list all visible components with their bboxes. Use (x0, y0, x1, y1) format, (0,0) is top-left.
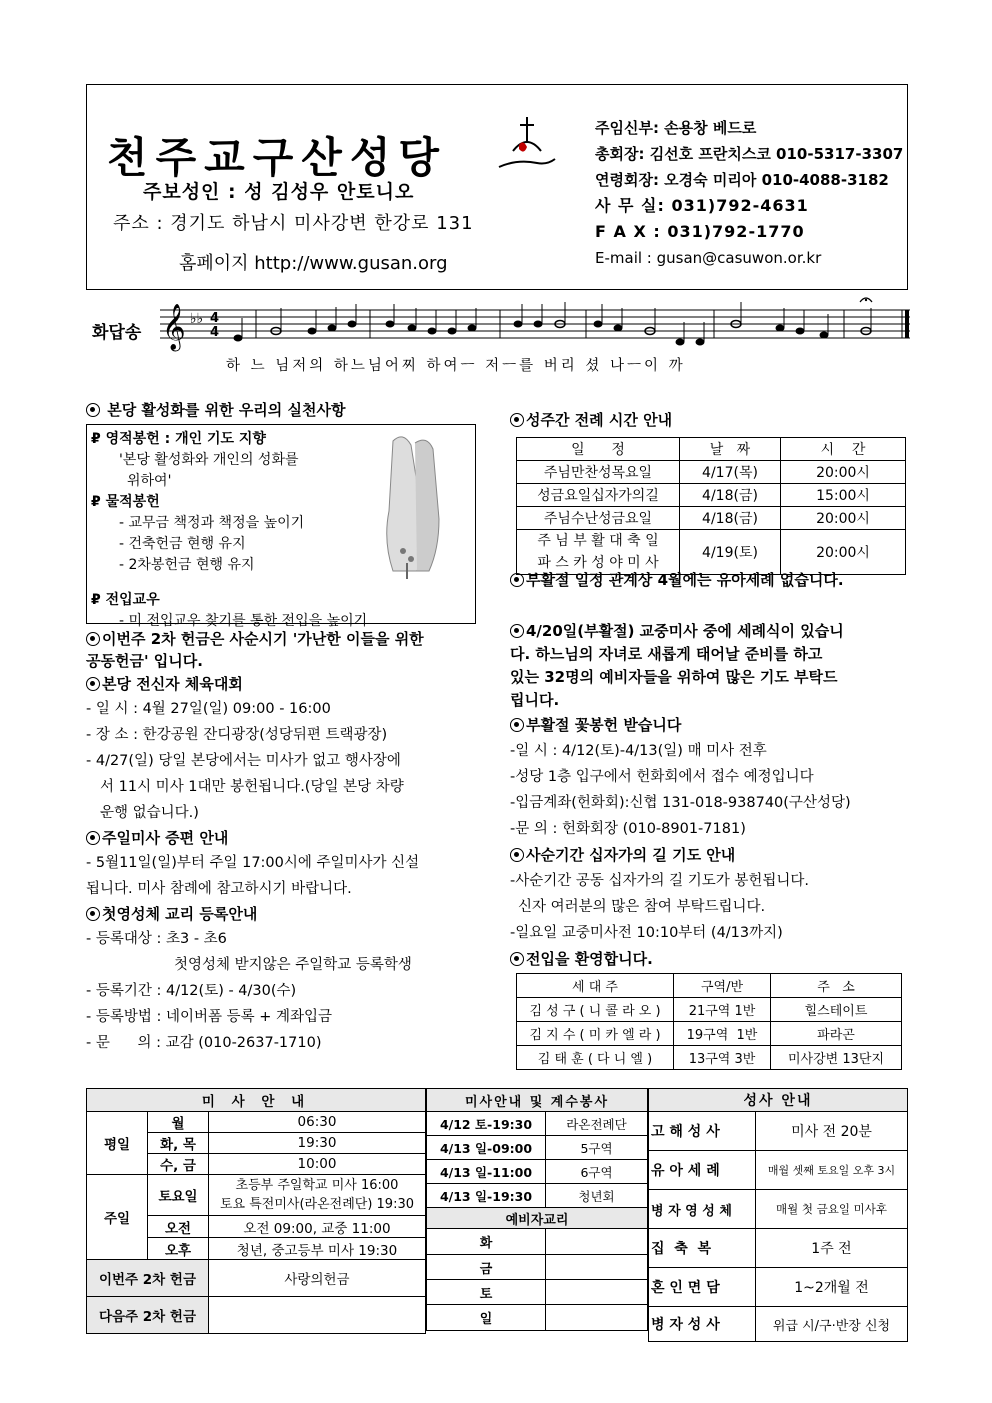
holyweek-title (510, 409, 672, 430)
flower-line: -입금계좌(헌화회):신협 131-018-938740(구산성당) (510, 795, 851, 811)
spiritual-line: 위하여' (127, 473, 172, 489)
cross-line: -사순기간 공동 십자가의 길 기도가 봉헌됩니다. (510, 873, 810, 889)
no-baptism-notice (510, 569, 844, 590)
table-row (427, 1229, 648, 1255)
day-cell: 토요일 (148, 1175, 209, 1216)
flower-line: -일 시 : 4/12(토)-4/13(일) 매 미사 전후 (510, 743, 767, 759)
catechumen-value (546, 1255, 648, 1280)
sacrament-name: 병 자 영 성 체 (649, 1190, 756, 1229)
table-row (427, 1280, 648, 1305)
sacrament-time: 1주 전 (756, 1229, 908, 1268)
sacrament-time: 매월 첫 금요일 미사후 (756, 1190, 908, 1229)
holyweek-title-text: 성주간 전례 시간 안내 (526, 411, 673, 429)
material-item: - 교무금 책정과 책정을 높이기 (119, 515, 305, 531)
table-row (427, 1112, 648, 1136)
sunday-label: 주일 (87, 1175, 148, 1260)
cross-title-text: 사순기간 십자가의 길 기도 안내 (526, 846, 736, 864)
president: 총회장: 김선호 프란치스코 010-5317-3307 (595, 145, 904, 163)
practice-box (86, 424, 476, 629)
practice-content (91, 429, 367, 632)
practice-title (86, 399, 345, 420)
praying-hands-icon (363, 431, 463, 581)
sacrament-time: 1~2개월 전 (756, 1268, 908, 1307)
table-cell: 20:00시 (781, 530, 906, 575)
day-cell: 오전 (148, 1216, 209, 1238)
table-row (517, 530, 906, 575)
bullet-icon (510, 413, 524, 427)
communion-title-text: 첫영성체 교리 등록안내 (102, 905, 258, 923)
service-date: 4/12 토-19:30 (427, 1112, 546, 1136)
weekday-label: 평일 (87, 1112, 148, 1175)
service-date: 4/13 일-11:00 (427, 1160, 546, 1184)
psalm-music (86, 296, 911, 382)
communion-line: - 등록방법 : 네이버폼 등록 + 계좌입금 (86, 1009, 333, 1025)
table-row (517, 1046, 902, 1070)
baptism-line: 립니다. (510, 691, 560, 709)
material-item: - 2차봉헌금 현행 유지 (119, 557, 255, 573)
cell-line: 주 님 부 활 대 축 일 (537, 533, 659, 549)
table-cell: 4/17(목) (680, 461, 781, 484)
catechumen-value (546, 1305, 648, 1331)
table-header-row (649, 1089, 908, 1112)
welcome-table (516, 973, 902, 1070)
pastor: 주임신부: 손용창 베드로 (595, 119, 757, 137)
day-cell: 월 (148, 1112, 209, 1133)
psalm-label: 화답송 (92, 323, 142, 343)
sunday-line: 됩니다. 미사 참례에 참고하시기 바랍니다. (86, 881, 352, 897)
offering-notice (86, 628, 482, 650)
bullet-icon (86, 403, 100, 417)
sacrament-table (648, 1088, 908, 1342)
table-cell: 15:00시 (781, 484, 906, 507)
bullet-icon (86, 677, 100, 691)
table-row (427, 1184, 648, 1208)
table-row (649, 1307, 908, 1342)
spiritual-line: '본당 활성화와 개인의 성화를 (119, 452, 299, 468)
table-cell: 김 성 구 ( 니 콜 라 오 ) (517, 998, 674, 1022)
material-title-text: 물적봉헌 (105, 494, 160, 510)
offering-value (209, 1297, 426, 1334)
evangel-item: - 미 전입교우 찾기를 통한 전입을 높이기 (119, 613, 368, 629)
sacrament-time: 미사 전 20분 (756, 1112, 908, 1151)
svg-text:4: 4 (210, 311, 220, 326)
communion-line: - 등록대상 : 초3 - 초6 (86, 931, 227, 947)
sports-line: 운행 없습니다.) (100, 805, 199, 821)
cross-line: 신자 여러분의 많은 참여 부탁드립니다. (518, 899, 766, 915)
sports-line: 서 11시 미사 1대만 봉헌됩니다.(당일 본당 차량 (100, 779, 404, 795)
day-cell: 수, 금 (148, 1154, 209, 1175)
table-row (87, 1260, 426, 1297)
sacrament-time: 매월 셋째 토요일 오후 3시 (756, 1151, 908, 1190)
table-cell: 성금요일십자가의길 (517, 484, 680, 507)
table-header-row (517, 438, 906, 461)
sports-title (86, 672, 482, 696)
sacrament-time: 위급 시/구·반장 신청 (756, 1307, 908, 1342)
material-item: - 건축헌금 현행 유지 (119, 536, 246, 552)
email[interactable]: E-mail : gusan@casuwon.or.kr (595, 249, 822, 267)
table-cell: 13구역 3반 (674, 1046, 771, 1070)
catechumen-day: 일 (427, 1305, 546, 1331)
welcome-title (510, 946, 910, 972)
table-row (87, 1112, 426, 1133)
left-column (86, 628, 482, 1056)
catechumen-value (546, 1229, 648, 1255)
time-line: 토요 특전미사(라온전례단) 19:30 (219, 1197, 414, 1212)
table-cell: 파라곤 (771, 1022, 902, 1046)
offering-line: 공동헌금' 입니다. (86, 652, 203, 670)
time-cell: 10:00 (209, 1154, 426, 1175)
no-baptism-text: 부활절 일정 관계상 4월에는 유아세례 없습니다. (526, 571, 844, 589)
table-header: 구역/반 (674, 974, 771, 998)
union-president: 연령회장: 오경숙 미리아 010-4088-3182 (595, 171, 889, 189)
table-header-row (427, 1208, 648, 1229)
table-row (517, 1022, 902, 1046)
table-row (517, 484, 906, 507)
spiritual-title-text: 영적봉헌 : 개인 기도 지향 (105, 431, 266, 447)
material-title (91, 492, 367, 513)
table-row (649, 1190, 908, 1229)
catechumen-value (546, 1280, 648, 1305)
cross-line: -일요일 교중미사전 10:10부터 (4/13까지) (510, 925, 783, 941)
offering-line: 이번주 2차 헌금은 사순시기 '가난한 이들을 위한 (102, 630, 424, 648)
service-date: 4/13 일-09:00 (427, 1136, 546, 1160)
table-row (427, 1255, 648, 1280)
table-cell: 4/18(금) (680, 484, 781, 507)
table-row (649, 1112, 908, 1151)
flower-line: -문 의 : 헌화회장 (010-8901-7181) (510, 821, 746, 837)
table-cell: 20:00시 (781, 507, 906, 530)
sunday-line: - 5월11일(일)부터 주일 17:00시에 주일미사가 신설 (86, 855, 420, 871)
won-icon: ₽ (91, 592, 106, 608)
bullet-icon (510, 718, 524, 732)
table-cell: 4/19(토) (680, 530, 781, 575)
table-cell: 힐스테이트 (771, 998, 902, 1022)
sports-line: - 장 소 : 한강공원 잔디광장(성당뒤편 트랙광장) (86, 727, 388, 743)
table-header: 세 대 주 (517, 974, 674, 998)
catechumen-day: 화 (427, 1229, 546, 1255)
table-cell: 4/18(금) (680, 507, 781, 530)
table-row (87, 1175, 426, 1216)
header-box (86, 84, 908, 290)
spiritual-title (91, 429, 367, 450)
sunday-title (86, 826, 482, 850)
service-group: 6구역 (546, 1160, 648, 1184)
table-header: 주 소 (771, 974, 902, 998)
practice-title-text: 본당 활성화를 위한 우리의 실천사항 (107, 401, 346, 419)
table-header-row (517, 974, 902, 998)
bullet-icon (510, 848, 524, 862)
table-cell (517, 530, 680, 575)
sacrament-name: 혼 인 면 담 (649, 1268, 756, 1307)
table-row (427, 1136, 648, 1160)
svg-text:𝄞: 𝄞 (162, 304, 186, 350)
time-cell: 06:30 (209, 1112, 426, 1133)
table-row (517, 998, 902, 1022)
time-cell: 청년, 중고등부 미사 19:30 (209, 1238, 426, 1260)
evangel-title-text: 전입교우 (105, 592, 160, 608)
sports-line: - 일 시 : 4월 27일(일) 09:00 - 16:00 (86, 701, 331, 717)
table-header-row (87, 1089, 426, 1112)
day-cell: 오후 (148, 1238, 209, 1260)
welcome-title-text: 전입을 환영합니다. (526, 950, 653, 968)
communion-line: - 등록기간 : 4/12(토) - 4/30(수) (86, 983, 297, 999)
table-cell: 미사강변 13단지 (771, 1046, 902, 1070)
service-title: 미사안내 및 계수봉사 (427, 1089, 648, 1112)
won-icon: ₽ (91, 494, 106, 510)
cross-title (510, 842, 910, 868)
bullet-icon (86, 907, 100, 921)
catechumen-title: 예비자교리 (427, 1208, 648, 1229)
baptism-line: 있는 32명의 예비자들을 위하여 많은 기도 부탁드 (510, 668, 838, 686)
right-column (510, 620, 910, 972)
sacrament-name: 유 아 세 례 (649, 1151, 756, 1190)
flower-line: -성당 1층 입구에서 헌화회에서 접수 예정입니다 (510, 769, 814, 785)
table-header: 날 짜 (680, 438, 781, 461)
table-row (649, 1151, 908, 1190)
table-cell: 주님만찬성목요일 (517, 461, 680, 484)
table-row (517, 507, 906, 530)
time-cell (209, 1175, 426, 1216)
sacrament-name: 집 축 복 (649, 1229, 756, 1268)
catechumen-day: 토 (427, 1280, 546, 1305)
time-line: 초등부 주일학교 미사 16:00 (235, 1178, 399, 1193)
mass-title: 미 사 안 내 (87, 1089, 426, 1112)
sacrament-name: 고 해 성 사 (649, 1112, 756, 1151)
offering-value: 사랑의헌금 (209, 1260, 426, 1297)
baptism-line: 다. 하느님의 자녀로 새롭게 태어날 준비를 하고 (510, 645, 823, 663)
bullet-icon (86, 632, 100, 646)
evangel-title (91, 590, 367, 611)
communion-line: - 문 의 : 교감 (010-2637-1710) (86, 1035, 322, 1051)
sunday-title-text: 주일미사 증편 안내 (102, 829, 229, 847)
contact-info (595, 115, 903, 271)
table-row (517, 461, 906, 484)
table-cell: 주님수난성금요일 (517, 507, 680, 530)
flower-title (510, 712, 910, 738)
baptism-line: 4/20일(부활절) 교중미사 중에 세례식이 있습니 (526, 622, 844, 640)
table-cell: 21구역 1반 (674, 998, 771, 1022)
communion-line: 첫영성체 받지않은 주일학교 등록학생 (174, 957, 412, 973)
service-date: 4/13 일-19:30 (427, 1184, 546, 1208)
flower-title-text: 부활절 꽃봉헌 받습니다 (526, 716, 682, 734)
service-group: 5구역 (546, 1136, 648, 1160)
sports-line: - 4/27(일) 당일 본당에서는 미사가 없고 행사장에 (86, 753, 401, 769)
catechumen-day: 금 (427, 1255, 546, 1280)
sacrament-name: 병 자 성 사 (649, 1307, 756, 1342)
service-group: 라온전례단 (546, 1112, 648, 1136)
table-row (427, 1160, 648, 1184)
svg-text:♭♭: ♭♭ (190, 311, 204, 327)
fax: F A X : 031)792-1770 (595, 222, 805, 241)
sports-title-text: 본당 전신자 체육대회 (102, 675, 243, 693)
service-group: 청년회 (546, 1184, 648, 1208)
table-row (649, 1229, 908, 1268)
table-cell: 20:00시 (781, 461, 906, 484)
offering-label: 이번주 2차 헌금 (87, 1260, 209, 1297)
table-header: 시 간 (781, 438, 906, 461)
cell-line: 파 스 카 성 야 미 사 (537, 555, 659, 571)
table-cell: 19구역 1반 (674, 1022, 771, 1046)
table-row (87, 1297, 426, 1334)
time-cell: 19:30 (209, 1133, 426, 1154)
table-cell: 김 지 수 ( 미 카 엘 라 ) (517, 1022, 674, 1046)
sacrament-title: 성사 안내 (649, 1089, 908, 1112)
svg-text:4: 4 (210, 325, 220, 340)
table-row (649, 1268, 908, 1307)
bullet-icon (510, 952, 524, 966)
parish-logo-icon (497, 113, 557, 173)
time-cell: 오전 09:00, 교중 11:00 (209, 1216, 426, 1238)
communion-title (86, 902, 482, 926)
parish-title: 천주교구산성당 (107, 133, 448, 182)
address: 주소 : 경기도 하남시 미사강변 한강로 131 (113, 213, 474, 234)
bullet-icon (86, 831, 100, 845)
service-table (426, 1088, 648, 1331)
patron-saint: 주보성인 : 성 김성우 안토니오 (143, 181, 415, 203)
office-phone: 사 무 실: 031)792-4631 (595, 196, 809, 215)
psalm-lyrics: 하 느 님저의 하느님어찌 하여ㅡ 저ㅡ를 버리 셨 나ㅡ이 까 (226, 358, 686, 374)
offering-label: 다음주 2차 헌금 (87, 1297, 209, 1334)
bullet-icon (510, 624, 524, 638)
homepage-link[interactable]: 홈페이지 http://www.gusan.org (179, 253, 448, 274)
holyweek-table (516, 437, 906, 575)
table-cell: 김 태 훈 ( 다 니 엘 ) (517, 1046, 674, 1070)
table-header-row (427, 1089, 648, 1112)
day-cell: 화, 목 (148, 1133, 209, 1154)
bullet-icon (510, 573, 524, 587)
table-row (427, 1305, 648, 1331)
won-icon: ₽ (91, 431, 106, 447)
table-header: 일 정 (517, 438, 680, 461)
music-staff (160, 296, 910, 356)
mass-table (86, 1088, 426, 1334)
baptism-notice (510, 620, 910, 643)
